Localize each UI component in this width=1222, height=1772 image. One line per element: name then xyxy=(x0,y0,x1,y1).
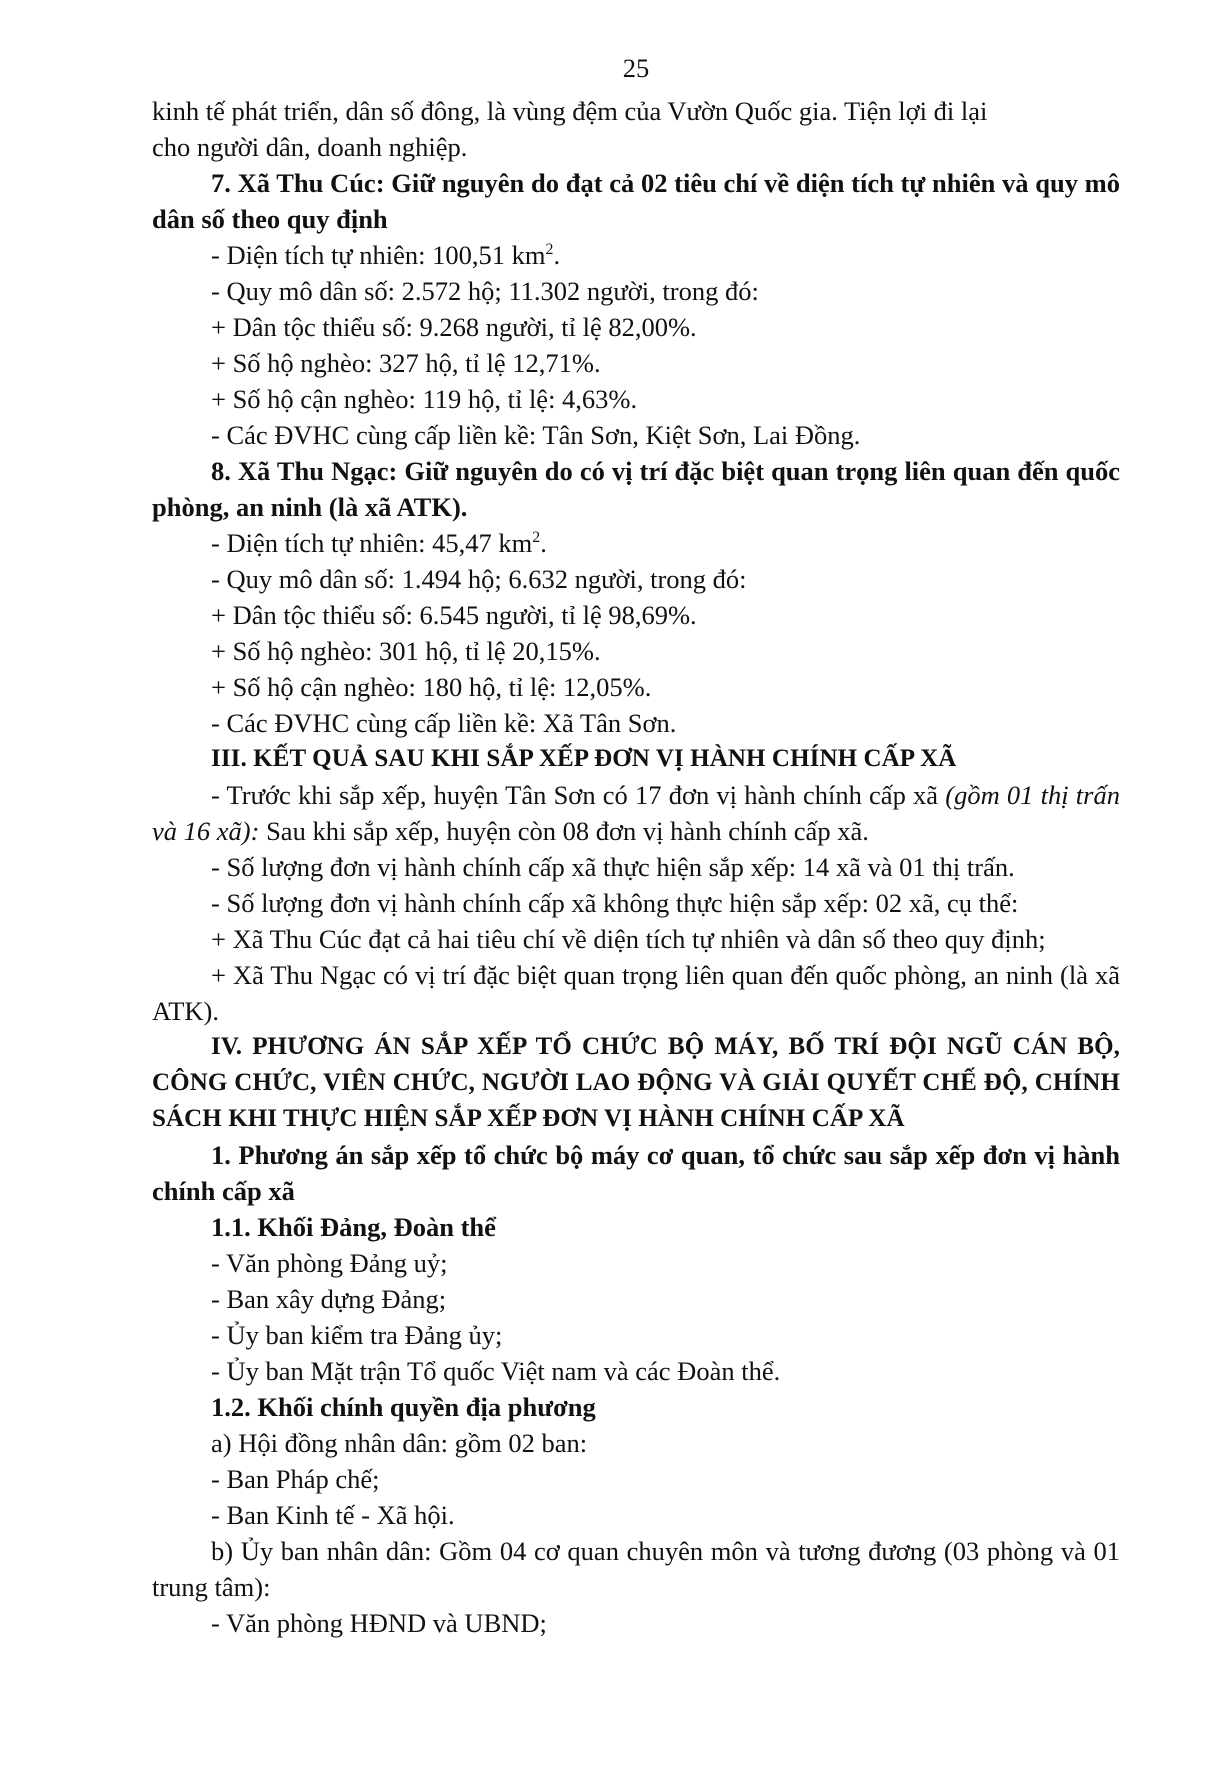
section-4-heading: IV. PHƯƠNG ÁN SẮP XẾP TỔ CHỨC BỘ MÁY, BỐ TRÍ ĐỘI NGŨ CÁN BỘ, CÔNG CHỨC, VIÊN CHỨC, NGƯỜI LAO ĐỘNG VÀ GIẢI QUYẾT CHẾ ĐỘ, CHÍNH SÁCH KHI THỰC HIỆN SẮP XẾP ĐƠN VỊ HÀNH CHÍNH CẤP XÃ xyxy=(152,1033,1120,1132)
thu-ngac-ethnic: + Dân tộc thiểu số: 6.545 người, tỉ lệ 98,69%. xyxy=(211,600,697,630)
section-3-heading: III. KẾT QUẢ SAU KHI SẮP XẾP ĐƠN VỊ HÀNH CHÍNH CẤP XÃ xyxy=(211,745,957,772)
section-4-sub-1: 1. Phương án sắp xếp tổ chức bộ máy cơ quan, tổ chức sau sắp xếp đơn vị hành chính cấp xã xyxy=(152,1140,1120,1206)
thu-cuc-near-poor: + Số hộ cận nghèo: 119 hộ, tỉ lệ: 4,63%. xyxy=(211,384,638,414)
council-intro: a) Hội đồng nhân dân: gồm 02 ban: xyxy=(211,1428,588,1458)
thu-ngac-near-poor: + Số hộ cận nghèo: 180 hộ, tỉ lệ: 12,05%. xyxy=(211,672,652,702)
section-3-count-not-merged: - Số lượng đơn vị hành chính cấp xã không thực hiện sắp xếp: 02 xã, cụ thể: xyxy=(211,888,1019,918)
thu-cuc-ethnic: + Dân tộc thiểu số: 9.268 người, tỉ lệ 82,00%. xyxy=(211,312,697,342)
party-item: - Ủy ban Mặt trận Tổ quốc Việt nam và các Đoàn thể. xyxy=(211,1356,781,1386)
council-item: - Ban Pháp chế; xyxy=(211,1464,380,1494)
section-3-count-merged: - Số lượng đơn vị hành chính cấp xã thực hiện sắp xếp: 14 xã và 01 thị trấn. xyxy=(211,852,1015,882)
thu-ngac-poor: + Số hộ nghèo: 301 hộ, tỉ lệ 20,15%. xyxy=(211,636,601,666)
intro-line-1: kinh tế phát triển, dân số đông, là vùng đệm của Vườn Quốc gia. Tiện lợi đi lại xyxy=(152,96,988,126)
section-3-before-a: - Trước khi sắp xếp, huyện Tân Sơn có 17 đơn vị hành chính cấp xã xyxy=(211,780,946,810)
section-3-before-italic: (gồm 01 thị trấn và 16 xã): xyxy=(152,780,1120,846)
page-number: 25 xyxy=(622,53,650,83)
thu-cuc-area-sup: 2 xyxy=(545,241,554,259)
thu-cuc-population: - Quy mô dân số: 2.572 hộ; 11.302 người, trong đó: xyxy=(211,276,759,306)
committee-item: - Văn phòng HĐND và UBND; xyxy=(211,1608,547,1638)
party-item: - Ủy ban kiểm tra Đảng ủy; xyxy=(211,1320,503,1350)
thu-ngac-population: - Quy mô dân số: 1.494 hộ; 6.632 người, trong đó: xyxy=(211,564,747,594)
thu-cuc-heading: 7. Xã Thu Cúc: Giữ nguyên do đạt cả 02 tiêu chí về diện tích tự nhiên và quy mô dân số theo quy định xyxy=(152,168,1120,234)
section-4-sub-1-1: 1.1. Khối Đảng, Đoàn thể xyxy=(211,1212,496,1242)
party-item: - Văn phòng Đảng uỷ; xyxy=(211,1248,448,1278)
thu-cuc-area xyxy=(152,237,1120,273)
thu-ngac-area xyxy=(152,525,1120,561)
council-item: - Ban Kinh tế - Xã hội. xyxy=(211,1500,455,1530)
section-4-sub-1-2: 1.2. Khối chính quyền địa phương xyxy=(211,1392,596,1422)
section-3-before xyxy=(152,777,1120,849)
section-3-before-b: Sau khi sắp xếp, huyện còn 08 đơn vị hành chính cấp xã. xyxy=(259,816,869,846)
thu-cuc-area-text: - Diện tích tự nhiên: 100,51 km xyxy=(211,240,546,270)
thu-ngac-area-text: - Diện tích tự nhiên: 45,47 km xyxy=(211,528,533,558)
thu-ngac-adjacent: - Các ĐVHC cùng cấp liền kề: Xã Tân Sơn. xyxy=(211,708,677,738)
thu-ngac-area-end: . xyxy=(540,528,547,558)
intro-line-2: cho người dân, doanh nghiệp. xyxy=(152,132,468,162)
thu-cuc-area-end: . xyxy=(553,240,561,270)
thu-ngac-heading: 8. Xã Thu Ngạc: Giữ nguyên do có vị trí đặc biệt quan trọng liên quan đến quốc phòng, an ninh (là xã ATK). xyxy=(152,456,1120,522)
thu-cuc-poor: + Số hộ nghèo: 327 hộ, tỉ lệ 12,71%. xyxy=(211,348,601,378)
thu-cuc-adjacent: - Các ĐVHC cùng cấp liền kề: Tân Sơn, Kiệt Sơn, Lai Đồng. xyxy=(211,420,861,450)
section-3-thu-cuc-note: + Xã Thu Cúc đạt cả hai tiêu chí về diện tích tự nhiên và dân số theo quy định; xyxy=(211,924,1046,954)
section-3-thu-ngac-note: + Xã Thu Ngạc có vị trí đặc biệt quan trọng liên quan đến quốc phòng, an ninh (là xã ATK). xyxy=(152,960,1120,1026)
thu-ngac-area-sup: 2 xyxy=(532,529,541,547)
party-item: - Ban xây dựng Đảng; xyxy=(211,1284,447,1314)
committee-intro: b) Ủy ban nhân dân: Gồm 04 cơ quan chuyên môn và tương đương (03 phòng và 01 trung tâm): xyxy=(152,1536,1120,1602)
